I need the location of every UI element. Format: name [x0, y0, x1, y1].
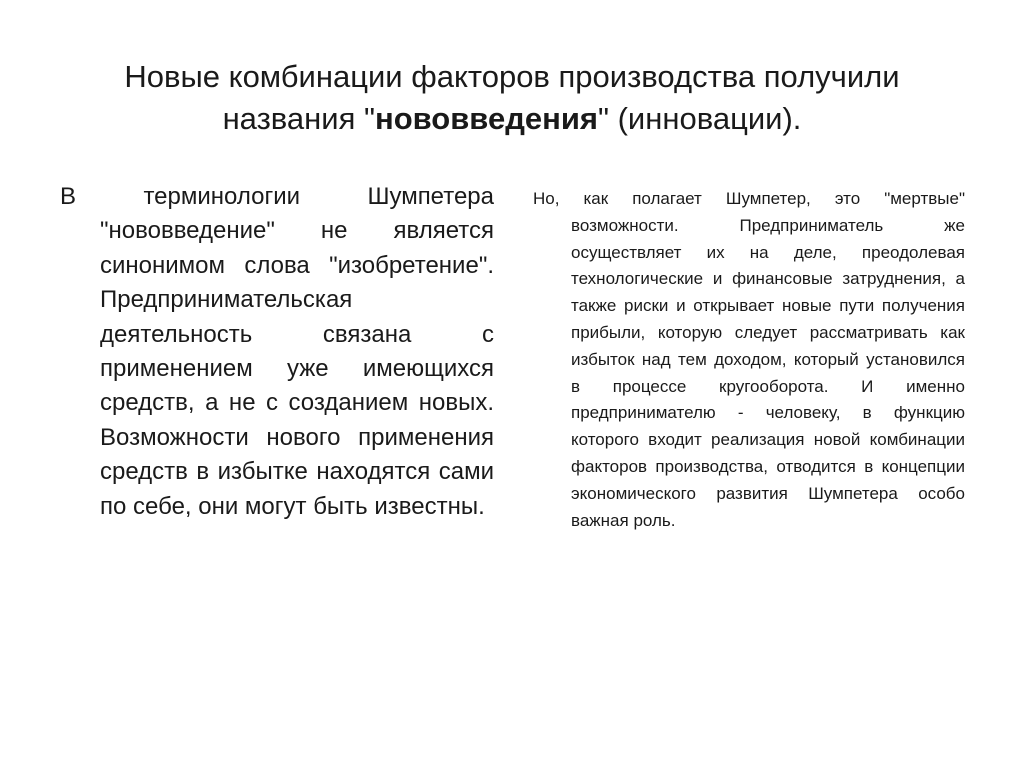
title-line-2-prefix: названия " [222, 101, 375, 136]
title-emphasis: нововведения [375, 101, 598, 136]
title-line-2-suffix: " (инновации). [597, 101, 802, 136]
right-column-text: Но, как полагает Шумпетер, это "мертвые" возможности. Предприниматель же осуществляет их на деле, преодолевая технологические и финансовые затруднения, а также риски и открывает новые пути получения прибыли, которую следует рассматривать как избыток над тем доходом, который установился в процессе кругооборота. И именно предпринимателю - человеку, в функцию которого входит реализация новой комбинации факторов производства, отводится в концепции экономического развития Шумпетера особо важная роль. [533, 189, 965, 530]
slide-title [100, 56, 924, 140]
title-line-1: Новые комбинации факторов производства получили [124, 59, 900, 94]
left-column-text: В терминологии Шумпетера "нововведение" не является синонимом слова "изобретение". Предпринимательская деятельность связана с применением уже имеющихся средств, а не с созданием новых. Возможности нового применения средств в избытке находятся сами по себе, они могут быть известны. [60, 183, 494, 520]
